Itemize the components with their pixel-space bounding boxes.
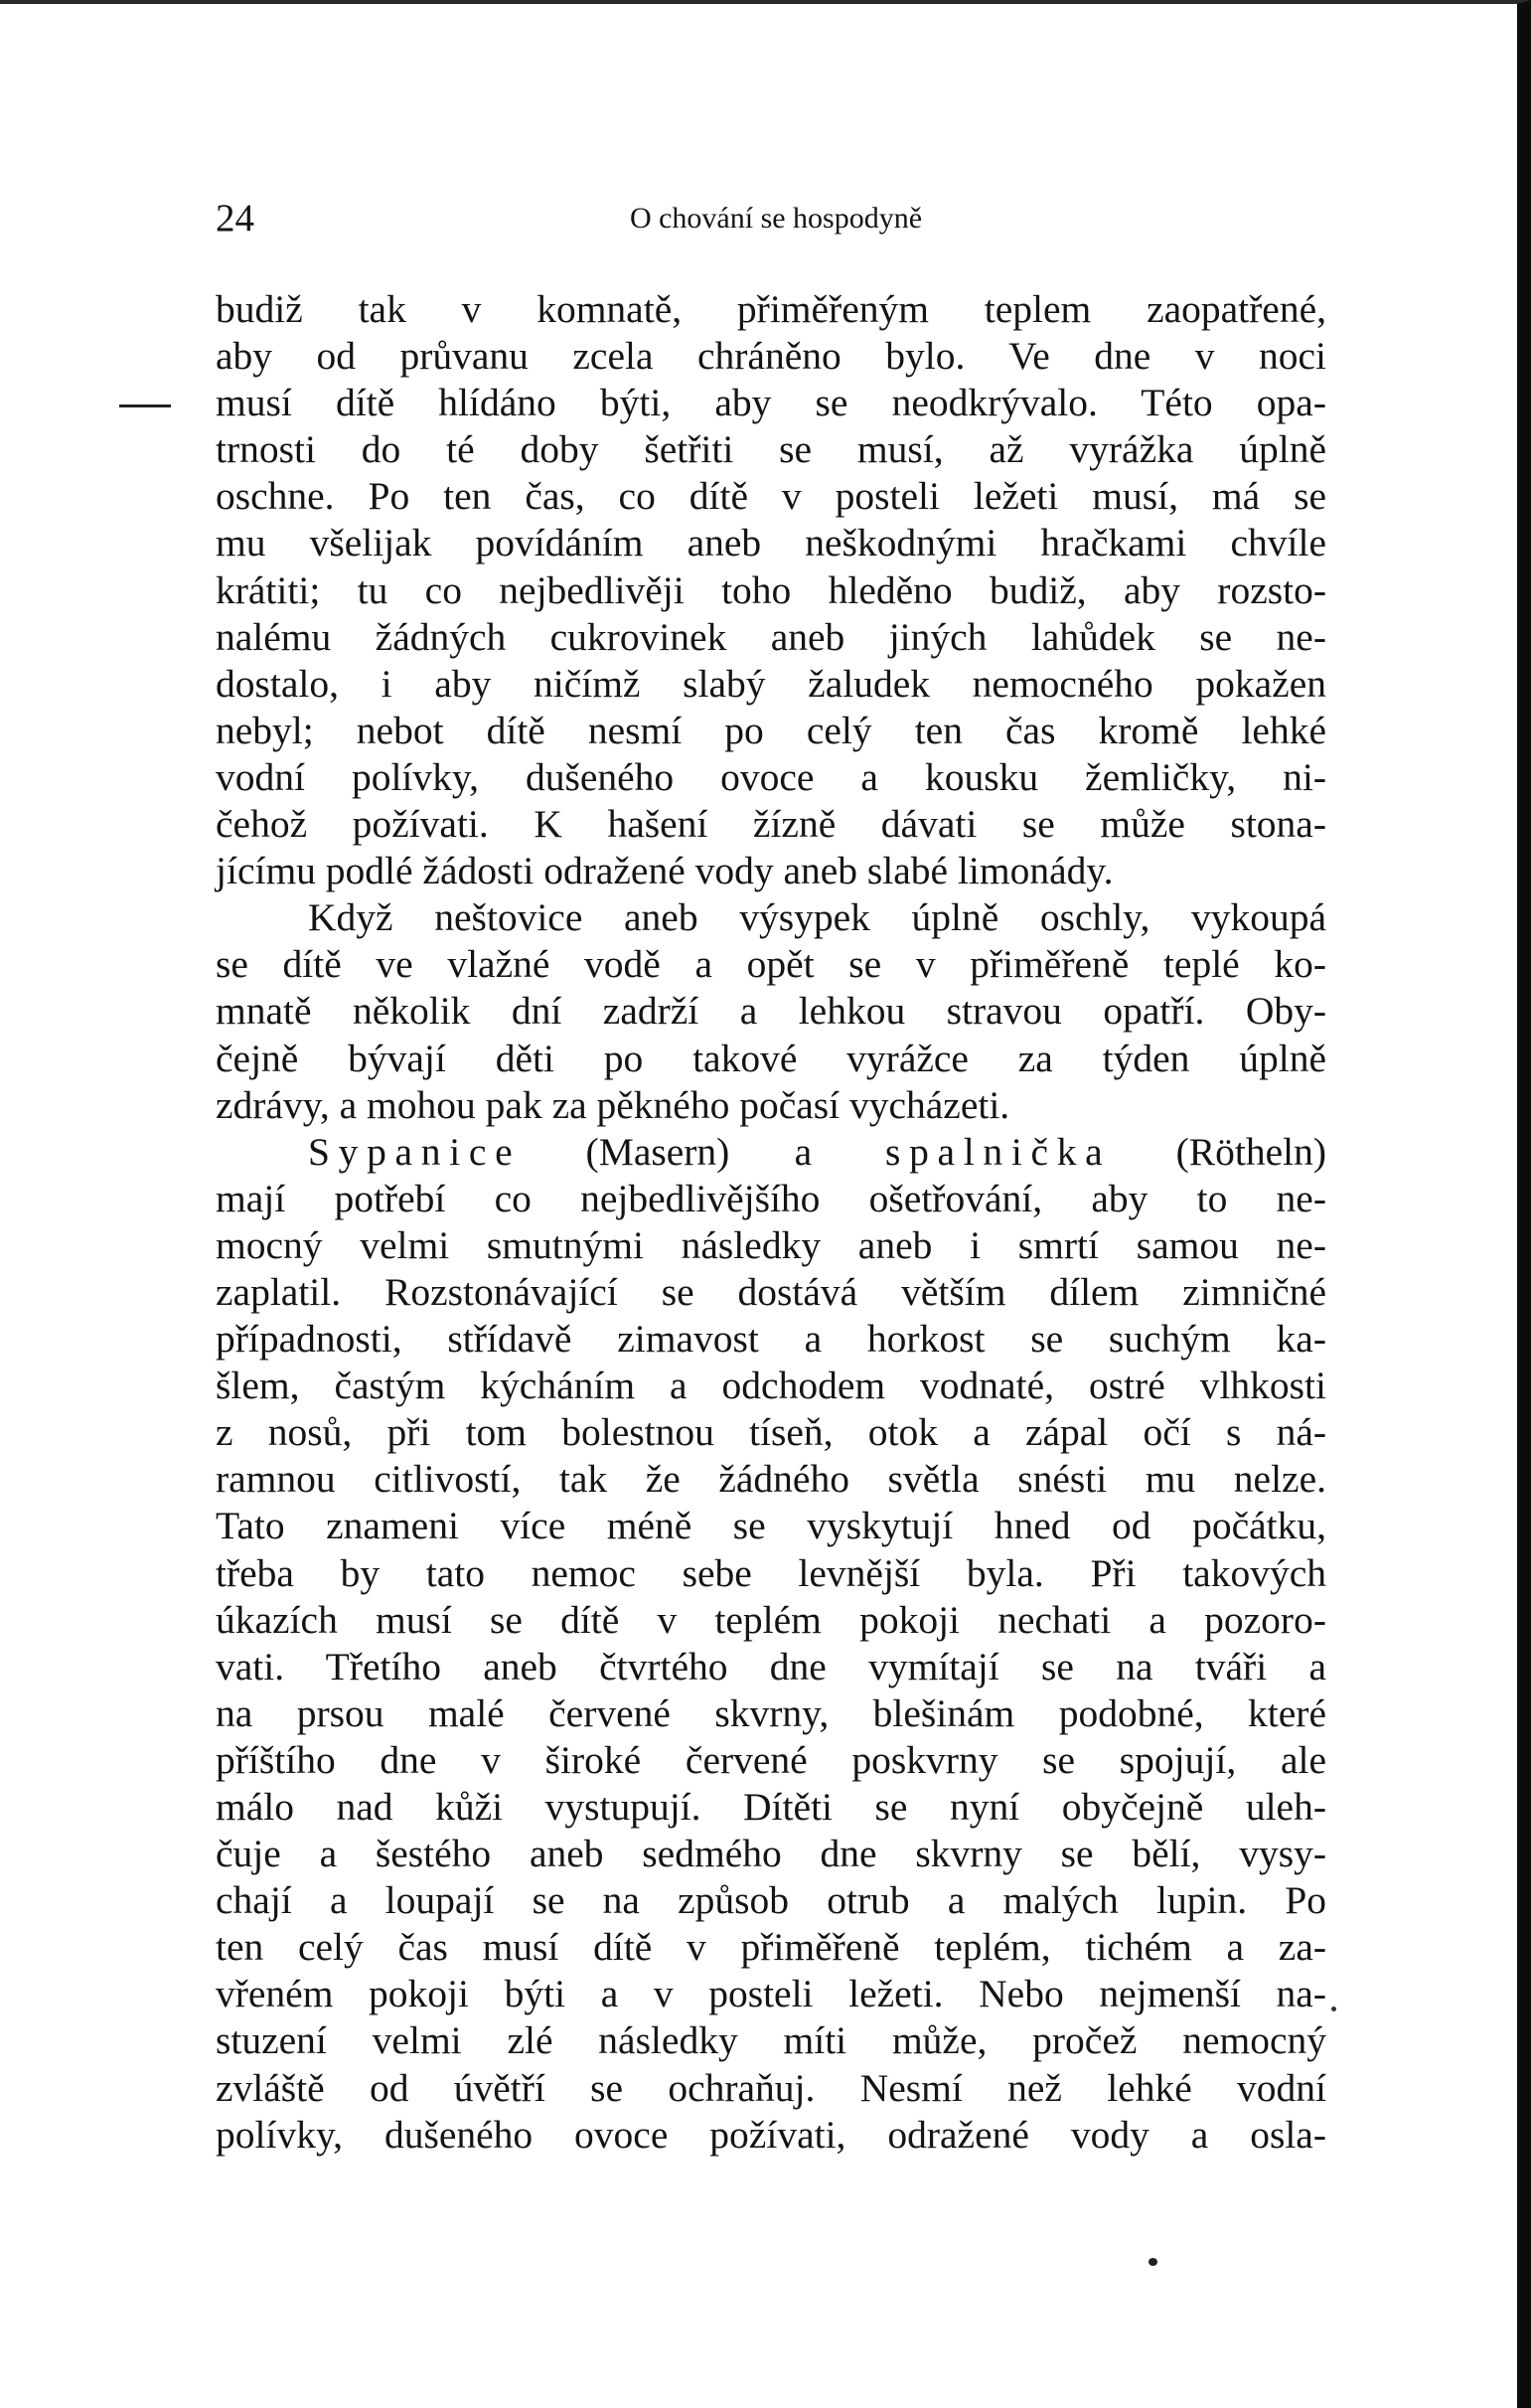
text-line: stuzení velmi zlé následky míti může, pročež nemocný xyxy=(216,2018,1326,2063)
text-line: příštího dne v široké červené poskvrny se spojují, ale xyxy=(216,1737,1326,1782)
spaced-heading-line xyxy=(216,1129,1326,1176)
text-line: oschne. Po ten čas, co dítě v posteli ležeti musí, má se xyxy=(216,474,1326,519)
text-line: jícímu podlé žádosti odražené vody aneb slabé limonády. xyxy=(216,849,1114,893)
margin-mark xyxy=(119,404,171,407)
text-line: zaplatil. Rozstonávající se dostává větším dílem zimničné xyxy=(216,1269,1326,1314)
text-line: vřeném pokoji býti a v posteli ležeti. Nebo nejmenší na- xyxy=(216,1972,1326,2016)
text-line: málo nad kůži vystupují. Dítěti se nyní obyčejně uleh- xyxy=(216,1785,1326,1829)
text-line: se dítě ve vlažné vodě a opět se v přiměřeně teplé ko- xyxy=(216,942,1326,987)
text-line: čuje a šestého aneb sedmého dne skvrny se bělí, vysy- xyxy=(216,1832,1326,1876)
text-line: úkazích musí se dítě v teplém pokoji nechati a pozoro- xyxy=(216,1597,1326,1642)
text-line: z nosů, při tom bolestnou tíseň, otok a zápal očí s ná- xyxy=(216,1410,1326,1455)
text-line: krátiti; tu co nejbedlivěji toho hleděno budiž, aby rozsto- xyxy=(216,567,1326,612)
text-line: šlem, častým kýcháním a odchodem vodnaté, ostré vlhkosti xyxy=(216,1364,1326,1408)
text-line: zdrávy, a mohou pak za pěkného počasí vycházeti. xyxy=(216,1082,1010,1127)
text-line: Když neštovice aneb výsypek úplně oschly, vykoupá xyxy=(308,895,1326,940)
text-line: čejně bývají děti po takové vyrážce za týden úplně xyxy=(216,1036,1326,1080)
parenthetical-term: (Masern) xyxy=(585,1129,730,1174)
text-line: vati. Třetího aneb čtvrtého dne vymítají se na tváři a xyxy=(216,1644,1326,1688)
ink-speck xyxy=(1148,2258,1157,2266)
spaced-term: Sypanice xyxy=(308,1129,522,1174)
text-line: budiž tak v komnatě, přiměřeným teplem zaopatřené, xyxy=(216,287,1326,331)
parenthetical-term: (Rötheln) xyxy=(1175,1129,1327,1174)
text-line: vodní polívky, dušeného ovoce a kousku žemličky, ni- xyxy=(216,754,1326,799)
spaced-term: spalnička xyxy=(885,1129,1112,1174)
text-line: mocný velmi smutnými následky aneb i smrtí samou ne- xyxy=(216,1222,1326,1267)
text-line: zvláště od úvětří se ochraňuj. Nesmí než lehké vodní xyxy=(216,2065,1326,2110)
running-title: O chování se hospodyně xyxy=(629,202,923,235)
text-line: polívky, dušeného ovoce požívati, odražené vody a osla- xyxy=(216,2112,1326,2157)
body-text xyxy=(216,286,1326,2159)
text-line: musí dítě hlídáno býti, aby se neodkrývalo. Této opa- xyxy=(216,381,1326,425)
text-line: mnatě několik dní zadrží a lehkou stravou opatří. Oby- xyxy=(216,989,1326,1034)
conjunction: a xyxy=(794,1129,821,1174)
text-line: třeba by tato nemoc sebe levnější byla. Při takových xyxy=(216,1550,1326,1595)
text-line: mu všelijak povídáním aneb neškodnými hračkami chvíle xyxy=(216,521,1326,565)
text-line: ten celý čas musí dítě v přiměřeně teplém, tichém a za- xyxy=(216,1925,1326,1970)
text-line: ramnou citlivostí, tak že žádného světla snésti mu nelze. xyxy=(216,1457,1326,1502)
text-line: Tato znameni více méně se vyskytují hned od počátku, xyxy=(216,1504,1326,1548)
text-line: trnosti do té doby šetřiti se musí, až vyrážka úplně xyxy=(216,427,1326,472)
text-line: mají potřebí co nejbedlivějšího ošetřování, aby to ne- xyxy=(216,1176,1326,1220)
text-line: nebyl; nebot dítě nesmí po celý ten čas kromě lehké xyxy=(216,708,1326,752)
text-line: nalému žádných cukrovinek aneb jiných lahůdek se ne- xyxy=(216,614,1326,659)
page-header xyxy=(216,195,1326,242)
text-line: dostalo, i aby ničímž slabý žaludek nemocného pokažen xyxy=(216,661,1326,706)
text-line: aby od průvanu zcela chráněno bylo. Ve dne v noci xyxy=(216,334,1326,379)
ink-speck xyxy=(1331,2007,1336,2011)
text-line: případnosti, střídavě zimavost a horkost se suchým ka- xyxy=(216,1317,1326,1362)
text-line: chají a loupají se na způsob otrub a malých lupin. Po xyxy=(216,1878,1326,1923)
text-line: čehož požívati. K hašení žízně dávati se může stona- xyxy=(216,802,1326,847)
page-number: 24 xyxy=(216,197,254,240)
text-line: na prsou malé červené skvrny, blešinám podobné, které xyxy=(216,1690,1326,1735)
